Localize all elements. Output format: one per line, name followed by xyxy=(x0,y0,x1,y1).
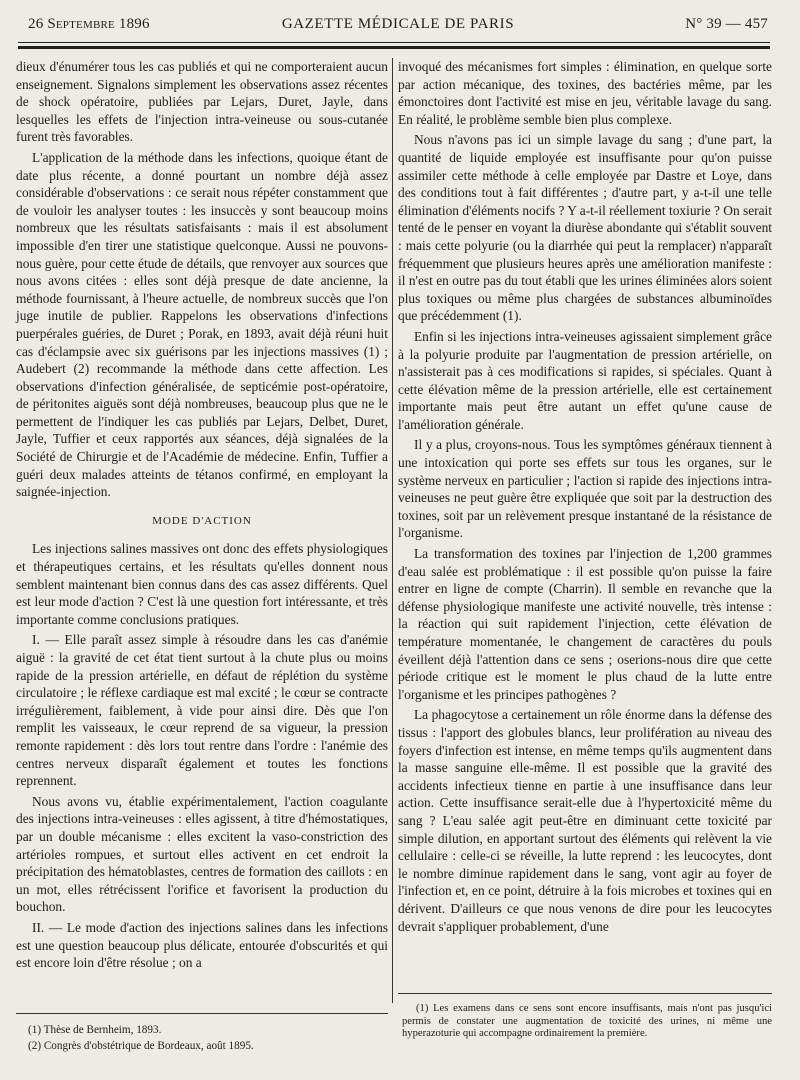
paragraph: Enfin si les injections intra-veineuses agissaient simplement grâce à la polyurie produite par l'augmentation de pression artérielle, on n'assisterait pas à ces modifications si rapides, si spéciales. Quant à cette élévation même de la pression artérielle, elle est certainement importante mais peut être autant un effet qu'une cause de l'amélioration générale. xyxy=(398,328,772,432)
left-column xyxy=(16,58,388,975)
paragraph: Nous avons vu, établie expérimentalement, l'action coagulante des injections intra-veineuses : elles agissent, à titre d'hémostatiques, par un double mécanisme : elles excitent la vaso-constriction des artérioles rompues, et surtout elles activent en cet endroit la précipitation des hématoblastes, centres de formation des caillots : en un mot, elles rétrécissent l'orifice et favorisent la production du bouchon. xyxy=(16,793,388,915)
footnotes-right xyxy=(402,1003,772,1041)
header-title: GAZETTE MÉDICALE DE PARIS xyxy=(281,16,515,32)
paragraph: invoqué des mécanismes fort simples : élimination, en quelque sorte par action mécanique, des toxines, des bactéries même, par les émonctoires dont l'activité est mise en jeu, véritable lavage du sang. En réalité, le problème semble bien plus complexe. xyxy=(398,59,772,127)
paragraph: La transformation des toxines par l'injection de 1,200 grammes d'eau salée est problématique : il est possible qu'on puisse la faire entrer en ligne de compte (Charrin). Il semble en revanche que la défense physiologique manifeste une activité nouvelle, très intense : la réaction qui suit rapidement l'injection, cette élévation de température momentanée, le changement de caractères du pouls éveillent déjà l'attention dans ce sens ; oserions-nous dire que cette période critique est le moment le plus chaud de la lutte entre l'organisme et les principes pathogènes ? xyxy=(398,546,772,702)
header-rule-thick xyxy=(18,46,770,49)
footnote: (1) Les examens dans ce sens sont encore insuffisants, mais n'ont pas jusqu'ici permis de constater une augmentation de toxicité des urines, ni même une hyperazoturie qui accompagne ordinairement la première. xyxy=(402,1003,772,1040)
paragraph: Nous n'avons pas ici un simple lavage du sang ; d'une part, la quantité de liquide employée est insuffisante pour qu'on puisse assimiler cette méthode à celle employée par Dastre et Loye, dans des conditions tout à fait différentes ; d'autre part, y a-t-il une telle élimination d'éléments nocifs ? Y a-t-il réellement toxiurie ? On serait tenté de le penser en voyant la diurèse abondante qui s'établit souvent : mais cette polyurie (ou la diarrhée qui peut la remplacer) n'apparaît fréquemment que plusieurs heures après une amélioration manifeste : il n'est en outre pas du tout établi que les urines éliminées alors soient plus toxiques ou même plus chargées de substances albuminoïdes que précédemment (1). xyxy=(398,132,772,324)
paragraph: L'application de la méthode dans les infections, quoique étant de date plus récente, a donné pourtant un nombre déjà assez considérable d'observations : ce serait nous répéter constamment que de vouloir les analyser toutes : les insuccès y sont beaucoup moins nombreux que les résultats satisfaisants : mais il est absolument impossible d'en tirer une statistique quelconque. Aussi ne pouvons-nous guère, pour cette étude de détails, que renvoyer aux sources que nous avons citées : elles sont déjà presque de date ancienne, la méthode fournissant, à l'heure actuelle, de nombreux succès que l'on juge inutile de publier. Rappelons les observations d'infections puerpérales guéries, de Duret ; Porak, en 1893, avait déjà réuni huit cas d'éclampsie avec six guérisons par les injections massives (1) ; Audebert (2) recommande la méthode dans cette affection. Les observations d'infection généralisée, de septicémie post-opératoire, de péritonites aiguës sont déjà nombreuses, beaucoup plus que ne le permettent de l'indiquer les cas publiés par Lejars, Delbet, Duret, Jayle, Tuffier et ceux rapportés aux séances, déjà signalées de la Société de Chirurgie et de l'Académie de médecine. Enfin, Tuffier a guéri deux malades atteints de tétanos confirmé, en employant la saignée-injection. xyxy=(16,149,388,500)
paragraph: II. — Le mode d'action des injections salines dans les infections est une question beaucoup plus délicate, entourée d'obscurités et qui est encore loin d'être résolue ; on a xyxy=(16,919,388,971)
paragraph: La phagocytose a certainement un rôle énorme dans la défense des tissus : l'apport des globules blancs, leur prolifération au niveau des foyers d'infection est intense, en même temps qu'ils augmentent dans la masse sanguine elle-même. Il est possible que la gravité des accidents infectieux tienne en partie à une insuffisance dans leur action. Cette insuffisance serait-elle due à l'hypertoxicité même du sang ? L'eau salée agit peut-être en diminuant cette toxicité par simple dilution, en apportant surtout des éléments qui relèvent la vie cellulaire : celle-ci se réveille, la lutte reprend : les leucocytes, dont le nombre diminue rapidement dans le sang, vont agir au foyer de l'infection et, en ce point, détruire à la fois microbes et toxines qui en dérivent. D'ailleurs ce que nous venons de dire pour les leucocytes devrait s'appliquer probablement, d'une xyxy=(398,707,772,934)
column-divider xyxy=(392,58,393,1003)
header-page-number: N° 39 — 457 xyxy=(685,16,768,32)
footnote: (2) Congrès d'obstétrique de Bordeaux, août 1895. xyxy=(28,1040,254,1052)
page-header xyxy=(28,12,768,38)
paragraph: I. — Elle paraît assez simple à résoudre dans les cas d'anémie aiguë : la gravité de cet état tient surtout à la chute plus ou moins rapide de la pression artérielle, en défaut de réplétion du système circulatoire ; le réflexe cardiaque est mal excité ; le cœur se contracte irrégulièrement, faiblement, à vide pour ainsi dire. Dès que l'on remplit les vaisseaux, le cœur reprend de sa vigueur, la pression remonte rapidement : dès lors tout rentre dans l'ordre : l'anémie des centres nerveux disparaît également et toutes les fonctions reprennent. xyxy=(16,632,388,789)
section-title: MODE D'ACTION xyxy=(152,514,252,527)
right-column xyxy=(398,58,772,938)
footnote-rule-right xyxy=(398,993,772,994)
paragraph: dieux d'énumérer tous les cas publiés et qui ne comporteraient aucun enseignement. Signalons simplement les observations assez récentes de shock opératoire, publiées par Lejars, Duret, Jayle, dans lesquelles les effets de l'injection intra-veineuse ou sous-cutanée furent très favorables. xyxy=(16,59,388,145)
footnote: (1) Thèse de Bernheim, 1893. xyxy=(28,1024,162,1036)
header-date: 26 Septembre 1896 xyxy=(28,16,150,32)
paragraph: Les injections salines massives ont donc des effets physiologiques et thérapeutiques certains, et les résultats qu'elles donnent nous semblent maintenant bien connus dans des cas assez différents. Quel est leur mode d'action ? C'est là une question fort intéressante, et très importante comme conclusions pratiques. xyxy=(16,541,388,627)
paragraph: Il y a plus, croyons-nous. Tous les symptômes généraux tiennent à une intoxication qui porte ses effets sur tous les organes, sur le système nerveux en particulier ; l'action si rapide des injections intra-veineuses ne peut guère être expliquée que soit par la destruction des toxines, soit par un relèvement presque instantané de la résistance de l'organisme. xyxy=(398,437,772,541)
footnote-rule-left xyxy=(16,1013,388,1014)
header-rule-thin xyxy=(18,42,770,43)
footnotes-left xyxy=(28,1022,378,1054)
